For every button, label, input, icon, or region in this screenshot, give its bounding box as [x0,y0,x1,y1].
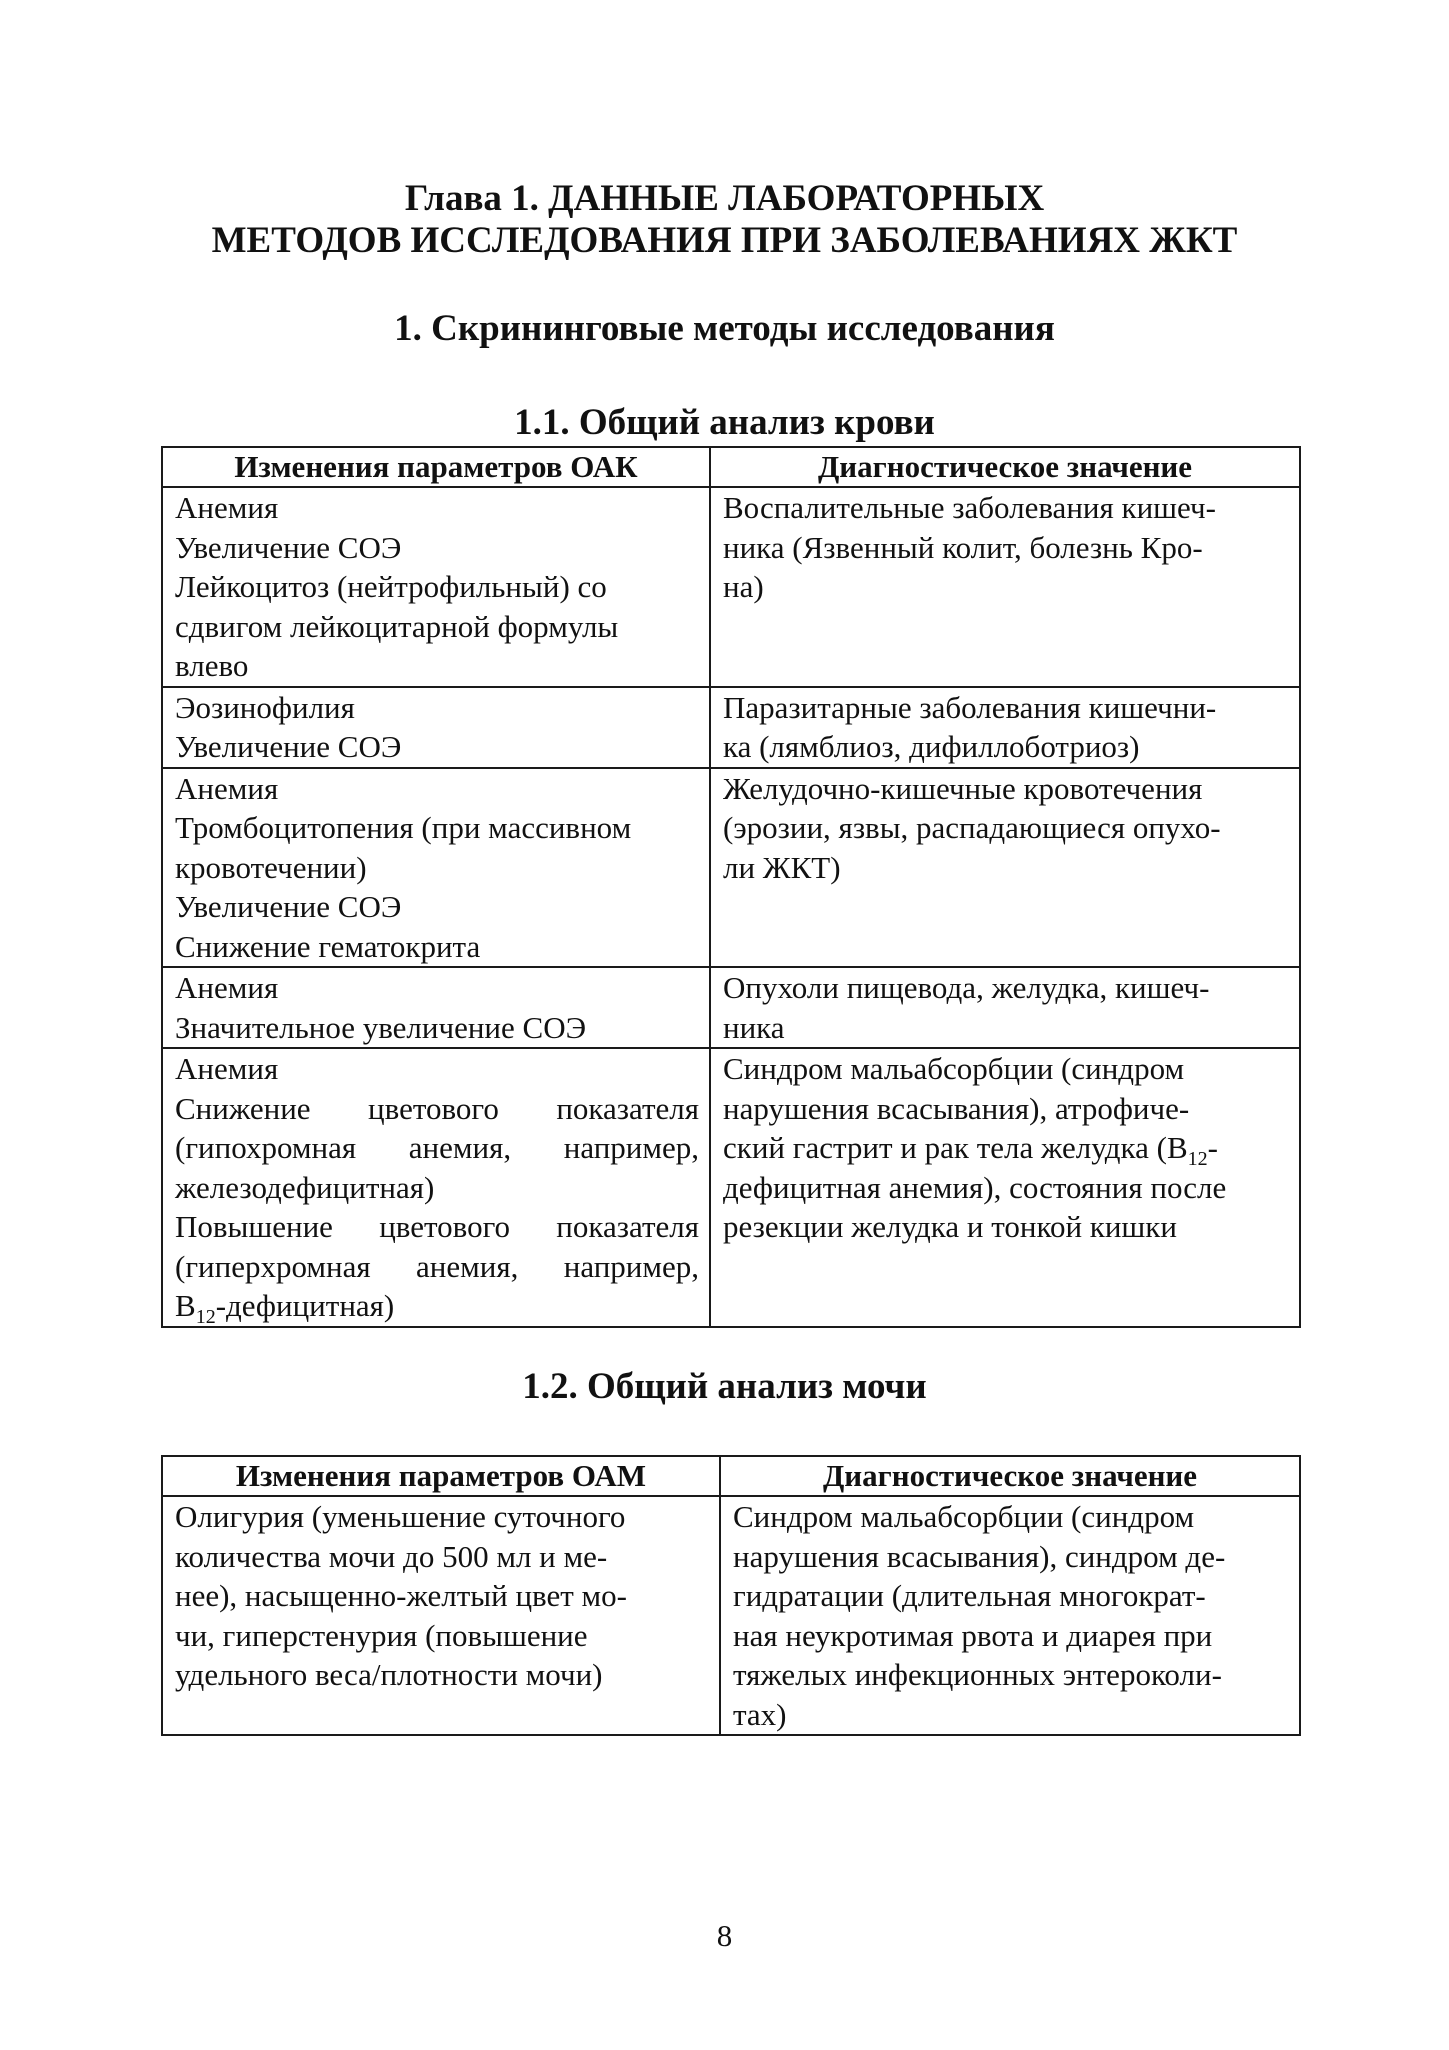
cell-line: (эрозии, язвы, распадающиеся опухо- [723,810,1221,845]
table-row [162,1048,1300,1327]
cell-line: дефицитная анемия), состояния после [723,1169,1227,1205]
cell-line: (гиперхромная анемия, например, [175,1248,699,1284]
cell-line: (гипохромная анемия, например, [175,1130,699,1165]
urine-test-table [161,1455,1301,1736]
cell-line [175,1286,699,1329]
chapter-title-line-2: МЕТОДОВ ИССЛЕДОВАНИЯ ПРИ ЗАБОЛЕВАНИЯХ ЖКТ [211,220,1238,261]
cell-line: Воспалительные заболевания кишеч- [723,490,1216,525]
cell-line: Лейкоцитоз (нейтрофильный) со [175,569,607,604]
diagnostic-cell [710,487,1300,687]
cell-line: Анемия [175,490,279,525]
diagnostic-cell [710,1048,1300,1327]
table-row [162,768,1300,968]
cell-line: резекции желудка и тонкой кишки [723,1209,1177,1244]
table-row [162,1496,1300,1735]
table-row [162,487,1300,687]
table-header-row [162,1456,1300,1496]
cell-line: Увеличение СОЭ [175,529,402,565]
vitamin-b-letter: В [175,1288,196,1323]
cell-line: тах) [733,1696,787,1732]
cell-line: Опухоли пищевода, желудка, кишеч- [723,970,1210,1005]
cell-line: тяжелых инфекционных энтероколи- [733,1657,1222,1692]
section-title: 1. Скрининговые методы исследования [394,308,1055,349]
table-row [162,687,1300,768]
cell-line: Повышение цветового показателя [175,1209,699,1244]
column-header-diagnostic-value: Диагностическое значение [720,1456,1300,1496]
table-row [162,967,1300,1048]
cell-line: Анемия [175,1051,279,1086]
cell-line: Увеличение СОЭ [175,889,402,924]
cell-line: ка (лямблиоз, дифиллоботриоз) [723,729,1140,764]
cell-line: Синдром мальабсорбции (синдром [733,1499,1195,1534]
cell-line: удельного веса/плотности мочи) [175,1657,603,1692]
cell-line: Тромбоцитопения (при массивном [175,810,632,845]
cell-text: ский гастрит и рак тела желудка (В [723,1130,1188,1165]
subscript-12: 12 [195,1306,216,1329]
cell-line: Олигурия (уменьшение суточного [175,1499,626,1534]
cell-line: ника (Язвенный колит, болезнь Кро- [723,529,1203,565]
cell-line [723,1128,1289,1171]
cell-line: Паразитарные заболевания кишечни- [723,689,1217,725]
chapter-title-line-1: Глава 1. ДАННЫЕ ЛАБОРАТОРНЫХ [404,178,1045,219]
cell-line: гидратации (длительная многократ- [733,1578,1206,1613]
cell-text: -дефицитная) [215,1288,395,1323]
parameter-cell [162,967,710,1048]
cell-line: на) [723,569,764,604]
cell-line: Снижение цветового показателя [175,1090,699,1126]
parameter-cell [162,1048,710,1327]
diagnostic-cell [710,967,1300,1048]
cell-line: нее), насыщенно-желтый цвет мо- [175,1578,627,1613]
cell-line: количества мочи до 500 мл и ме- [175,1538,608,1574]
cell-line: ная неукротимая рвота и диарея при [733,1617,1213,1653]
subscript-12: 12 [1187,1148,1208,1171]
blood-table-title: 1.1. Общий анализ крови [514,402,935,443]
cell-line: Желудочно-кишечные кровотечения [723,770,1203,806]
cell-line: ли ЖКТ) [723,849,841,885]
cell-line: Анемия [175,970,279,1005]
cell-line: сдвигом лейкоцитарной формулы [175,608,619,644]
cell-line: Анемия [175,770,279,806]
urine-table-title: 1.2. Общий анализ мочи [522,1366,927,1407]
cell-line: чи, гиперстенурия (повышение [175,1617,588,1653]
blood-test-table [161,446,1301,1328]
cell-line: Снижение гематокрита [175,928,481,964]
column-header-parameters: Изменения параметров ОАК [162,447,710,487]
cell-line: нарушения всасывания), синдром де- [733,1538,1226,1574]
parameter-cell [162,768,710,968]
cell-line: Синдром мальабсорбции (синдром [723,1051,1185,1086]
table-header-row [162,447,1300,487]
parameter-cell [162,487,710,687]
diagnostic-cell [710,768,1300,968]
cell-line: железодефицитная) [175,1169,435,1205]
cell-line: Значительное увеличение СОЭ [175,1009,587,1045]
cell-text: - [1207,1130,1218,1165]
column-header-parameters: Изменения параметров ОАМ [162,1456,720,1496]
cell-line: ника [723,1009,785,1045]
diagnostic-cell [710,687,1300,768]
cell-line: влево [175,648,249,683]
cell-line: нарушения всасывания), атрофиче- [723,1090,1190,1126]
parameter-cell [162,687,710,768]
page-number: 8 [716,1918,733,1953]
cell-line: Увеличение СОЭ [175,729,402,764]
column-header-diagnostic-value: Диагностическое значение [710,447,1300,487]
cell-line: кровотечении) [175,849,367,885]
cell-line: Эозинофилия [175,689,355,725]
parameter-cell [162,1496,720,1735]
diagnostic-cell [720,1496,1300,1735]
